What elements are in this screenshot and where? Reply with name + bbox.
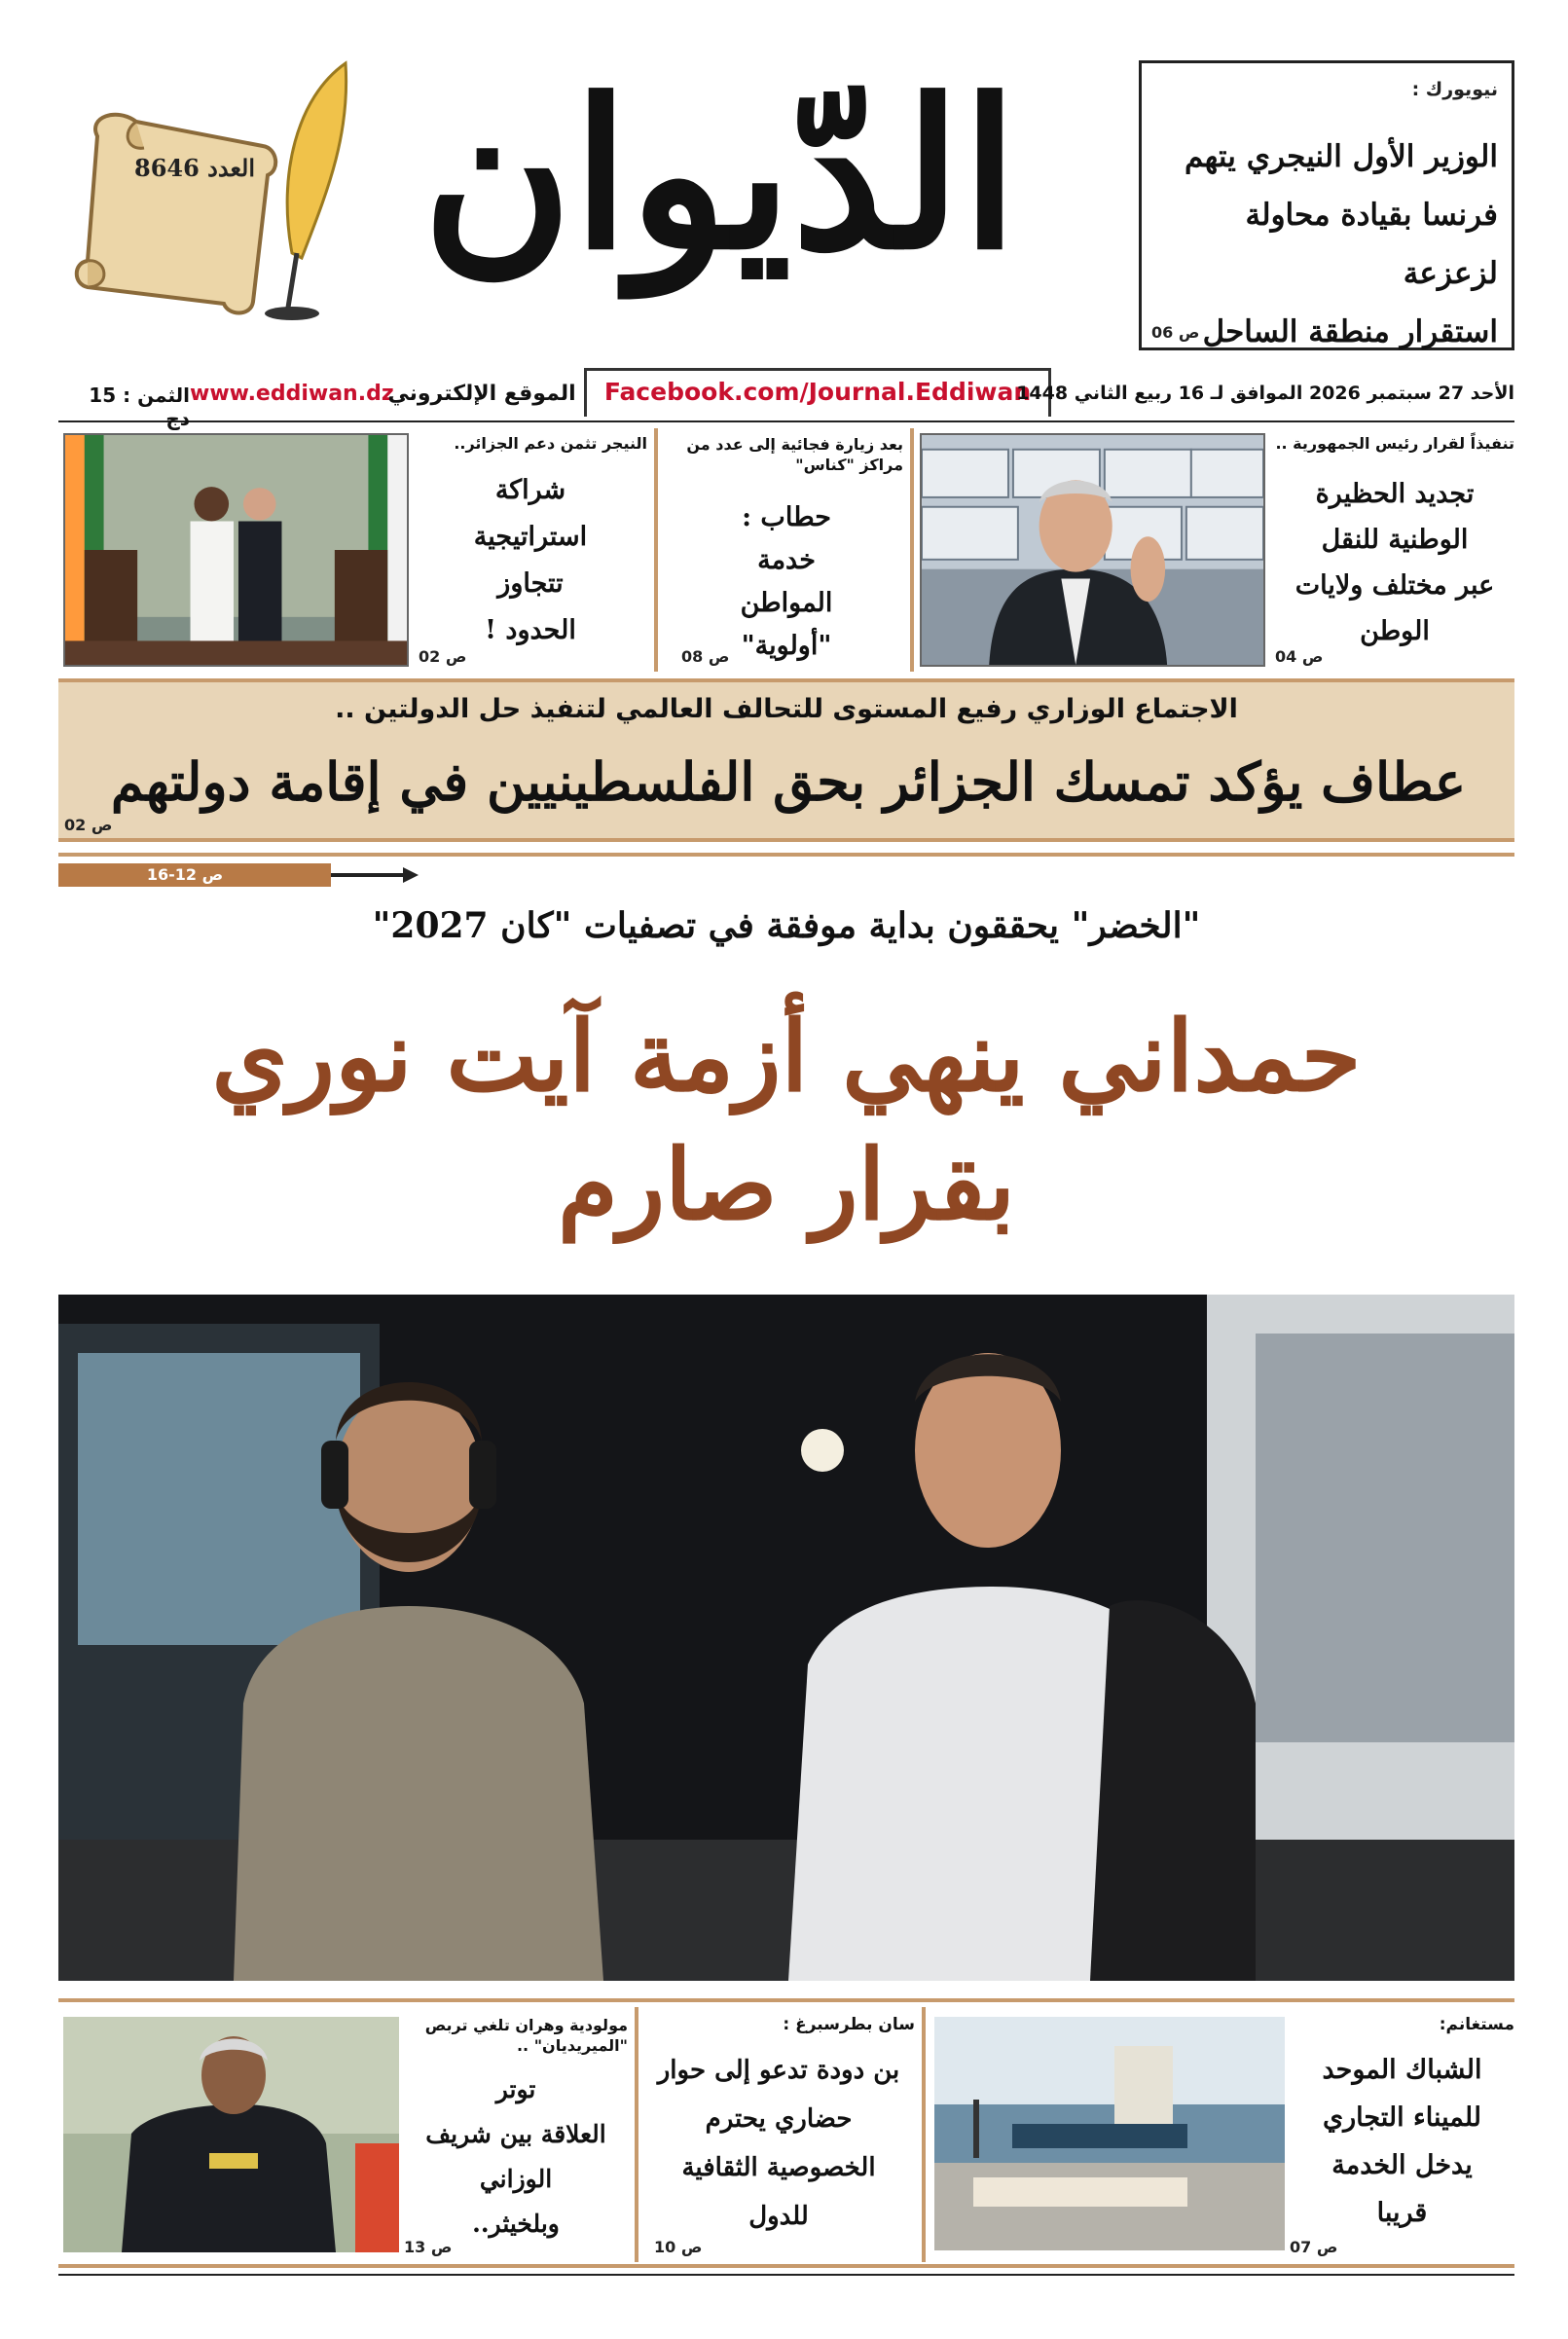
headline-line: عبر مختلف ولايات [1295,570,1495,601]
bottom-story-mouloudia[interactable] [404,2007,628,2262]
headline-line: الخصوصية الثقافية [681,2153,876,2182]
story-page: ص 13 [404,2238,453,2256]
lead-page: ص 02 [64,816,113,834]
teaser-line: الوزير الأول النيجري يتهم [1185,139,1498,174]
headline-line: الوطنية للنقل [1321,525,1469,555]
price: الثمن : 15 دج [89,384,190,430]
website-url[interactable]: www.eddiwan.dz [190,382,394,406]
headline-line: بن دودة تدعو إلى حوار [657,2056,900,2085]
newspaper-logo: الدّيوان [421,55,1019,295]
photo-president-buses [920,433,1265,667]
photo-port [934,2017,1285,2250]
column-divider [922,2007,926,2262]
headline-line: العلاقة بين شريف [425,2120,606,2148]
story-kicker: مستغانم: [1439,2015,1514,2034]
website-label: الموقع الإلكتروني [387,382,576,406]
headline-line: شراكة [494,475,566,505]
top-story-niger[interactable] [419,428,647,672]
lead-headline: عطاف يؤكد تمسك الجزائر بحق الفلسطينيين في إقامة دولتهم [110,750,1467,813]
main-photo-players [58,1295,1514,1981]
headline-line: يدخل الخدمة [1331,2150,1473,2180]
main-kicker: "الخضر" يحققون بداية موفقة في تصفيات "كان 2027" [372,905,1201,946]
story-headline [689,496,884,668]
teaser-headline [1148,128,1498,361]
headline-line: الشباك الموحد [1322,2055,1482,2085]
teaser-box[interactable] [1139,60,1514,350]
teaser-kicker: نيويورك : [1411,79,1498,100]
story-page: ص 04 [1275,647,1324,666]
headline-line: خدمة [757,545,816,575]
top-story-kanas[interactable] [672,428,903,672]
section-rule [58,853,1514,857]
headline-line: الوطن [1360,616,1430,646]
section-rule [58,2274,1514,2276]
story-page: ص 07 [1290,2238,1338,2256]
story-headline [1290,2046,1514,2237]
column-divider [635,2007,638,2262]
headline-line: "أولوية" [741,631,832,661]
column-divider [654,428,658,672]
story-page: ص 08 [681,647,730,666]
headline-line: قريبا [1376,2198,1428,2228]
sports-pages: ص 12-16 [146,865,224,884]
lead-kicker: الاجتماع الوزاري رفيع المستوى للتحالف العالمي لتنفيذ حل الدولتين .. [335,694,1238,724]
story-kicker: تنفيذاً لقرار رئيس الجمهورية .. [1275,434,1514,453]
main-headline-line1: حمداني ينهي أزمة آيت نوري [211,999,1362,1114]
story-page: ص 10 [654,2238,703,2256]
headline-line: استراتيجية [473,522,588,552]
main-headline-line2: بقرار صارم [557,1127,1016,1242]
lead-banner[interactable] [58,678,1514,842]
story-kicker: سان بطرسبرغ : [783,2015,915,2034]
headline-line: للميناء التجاري [1322,2102,1482,2133]
masthead [0,0,1568,370]
story-kicker: بعد زيارة فجائية إلى عدد من مراكز "كناس" [686,435,903,474]
bottom-stories-row [58,2007,1514,2262]
headline-line: تتجاوز [497,568,564,599]
info-bar [58,372,1514,430]
sports-page-tab [58,863,331,887]
headline-line: حضاري يحترم [705,2104,853,2134]
top-stories-row [58,428,1514,672]
headline-line: المواطن [740,588,833,618]
headline-line: الحدود ! [485,615,576,645]
main-story[interactable] [58,895,1514,1991]
bottom-story-petersburg[interactable] [642,2007,915,2262]
headline-line: تجديد الحظيرة [1315,479,1475,509]
story-kicker: مولودية وهران تلغي تربص "الميريديان" .. [424,2016,628,2055]
section-rule [58,1998,1514,2002]
bottom-story-port[interactable] [1290,2007,1514,2262]
headline-line: توتر [495,2075,536,2103]
photo-handshake [63,433,409,667]
story-kicker: النيجر تثمن دعم الجزائر.. [454,434,647,453]
facebook-link[interactable]: Facebook.com/Journal.Eddiwan [584,368,1051,417]
headline-line: وبلخيثر.. [472,2210,560,2238]
top-story-transport[interactable] [1275,428,1514,672]
photo-coach [63,2017,399,2252]
section-rule [58,2264,1514,2268]
story-headline [404,2067,628,2247]
headline-line: الوزاني [479,2165,553,2193]
story-headline [1275,471,1514,654]
teaser-line: فرنسا بقيادة محاولة لزعزعة [1245,198,1498,291]
story-headline [438,467,623,654]
column-divider [910,428,914,672]
arrow-icon [331,867,419,883]
headline-line: حطاب : [742,502,831,532]
teaser-page: ص 06 [1151,323,1200,342]
teaser-line: استقرار منطقة الساحل [1202,314,1498,349]
headline-line: للدول [748,2202,809,2231]
issue-date: الأحد 27 سبتمبر 2026 الموافق لـ 16 ربيع الثاني 1448 [1016,383,1514,404]
issue-number: العدد 8646 [134,154,255,182]
story-headline [642,2046,915,2241]
story-page: ص 02 [419,647,467,666]
